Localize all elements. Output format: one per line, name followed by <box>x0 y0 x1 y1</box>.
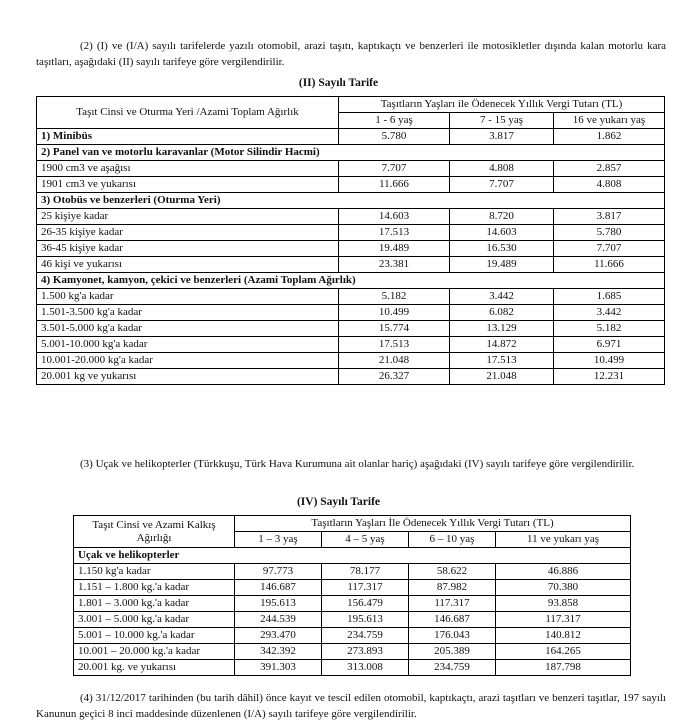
cell-value: 13.129 <box>450 321 554 337</box>
table-2-title: (II) Sayılı Tarife <box>298 77 379 89</box>
table-row <box>37 129 665 145</box>
cell-value: 8.720 <box>450 209 554 225</box>
cell-value: 313.008 <box>322 660 409 676</box>
table-4-title: (IV) Sayılı Tarife <box>296 496 381 508</box>
cell-value: 23.381 <box>339 257 450 273</box>
cell-value: 195.613 <box>322 612 409 628</box>
row-label: 1.500 kg'a kadar <box>37 289 339 305</box>
header-tax-group: Taşıtların Yaşları ile Ödenecek Yıllık Vergi Tutarı (TL) <box>339 97 665 113</box>
cell-value: 26.327 <box>339 369 450 385</box>
row-label: 20.001 kg ve yukarısı <box>37 369 339 385</box>
section-label: 2) Panel van ve motorlu karavanlar (Motor Silindir Hacmi) <box>37 145 665 161</box>
table-row <box>37 257 665 273</box>
cell-value: 70.380 <box>496 580 631 596</box>
cell-value: 14.603 <box>339 209 450 225</box>
row-label: 10.001 – 20.000 kg.'a kadar <box>74 644 235 660</box>
cell-value: 11.666 <box>554 257 665 273</box>
section-row <box>74 548 631 564</box>
row-label: 20.001 kg. ve yukarısı <box>74 660 235 676</box>
cell-value: 3.817 <box>554 209 665 225</box>
cell-value: 10.499 <box>339 305 450 321</box>
row-label: 1.150 kg'a kadar <box>74 564 235 580</box>
header-age-3: 16 ve yukarı yaş <box>554 113 665 129</box>
row-label: 1.501-3.500 kg'a kadar <box>37 305 339 321</box>
cell-value: 5.182 <box>339 289 450 305</box>
cell-value: 87.982 <box>409 580 496 596</box>
table-row <box>37 305 665 321</box>
header-age-4: 11 ve yukarı yaş <box>496 532 631 548</box>
cell-value: 342.392 <box>235 644 322 660</box>
table-row <box>74 612 631 628</box>
cell-value: 14.603 <box>450 225 554 241</box>
cell-value: 5.182 <box>554 321 665 337</box>
cell-value: 14.872 <box>450 337 554 353</box>
row-label: 5.001-10.000 kg'a kadar <box>37 337 339 353</box>
cell-value: 21.048 <box>450 369 554 385</box>
row-label: 10.001-20.000 kg'a kadar <box>37 353 339 369</box>
section-row <box>37 273 665 289</box>
cell-value: 17.513 <box>339 337 450 353</box>
cell-value: 15.774 <box>339 321 450 337</box>
table-row <box>74 580 631 596</box>
cell-value: 234.759 <box>322 628 409 644</box>
table-row <box>37 289 665 305</box>
cell-value: 16.530 <box>450 241 554 257</box>
header-age-3: 6 – 10 yaş <box>409 532 496 548</box>
tariff-table-2 <box>36 96 665 385</box>
cell-value: 17.513 <box>450 353 554 369</box>
cell-value: 244.539 <box>235 612 322 628</box>
cell-value: 273.893 <box>322 644 409 660</box>
row-label: 25 kişiye kadar <box>37 209 339 225</box>
row-label: 26-35 kişiye kadar <box>37 225 339 241</box>
section-label: 3) Otobüs ve benzerleri (Oturma Yeri) <box>37 193 665 209</box>
header-tax-group: Taşıtların Yaşları İle Ödenecek Yıllık Vergi Tutarı (TL) <box>235 516 631 532</box>
table-row <box>37 161 665 177</box>
cell-value: 11.666 <box>339 177 450 193</box>
cell-value: 93.858 <box>496 596 631 612</box>
table-header-row <box>74 516 631 532</box>
cell-value: 1.685 <box>554 289 665 305</box>
cell-value: 78.177 <box>322 564 409 580</box>
table-row <box>74 628 631 644</box>
cell-value: 3.442 <box>554 305 665 321</box>
row-label: 36-45 kişiye kadar <box>37 241 339 257</box>
row-label: 3.501-5.000 kg'a kadar <box>37 321 339 337</box>
table-row <box>37 241 665 257</box>
row-label: 1) Minibüs <box>37 129 339 145</box>
row-label: 5.001 – 10.000 kg.'a kadar <box>74 628 235 644</box>
cell-value: 195.613 <box>235 596 322 612</box>
table-row <box>74 596 631 612</box>
section-row <box>37 193 665 209</box>
cell-value: 164.265 <box>496 644 631 660</box>
row-label: 1.801 – 3.000 kg.'a kadar <box>74 596 235 612</box>
cell-value: 97.773 <box>235 564 322 580</box>
cell-value: 7.707 <box>339 161 450 177</box>
cell-value: 6.971 <box>554 337 665 353</box>
header-age-2: 4 – 5 yaş <box>322 532 409 548</box>
table-row <box>74 564 631 580</box>
cell-value: 117.317 <box>409 596 496 612</box>
row-label: 1.151 – 1.800 kg.'a kadar <box>74 580 235 596</box>
paragraph-4: (4) 31/12/2017 tarihinden (bu tarih dâhil) önce kayıt ve tescil edilen otomobil, kaptıkaçtı, arazi taşıtları ve benzeri taşıtlar, 197 sayılı Kanunun geçici 8 inci maddesinde düzenlenen (I/A) sayılı tarifeye göre vergilendirilir. <box>36 692 666 720</box>
cell-value: 6.082 <box>450 305 554 321</box>
row-label: 3.001 – 5.000 kg.'a kadar <box>74 612 235 628</box>
cell-value: 146.687 <box>409 612 496 628</box>
header-vehicle-type: Taşıt Cinsi ve Oturma Yeri /Azami Toplam Ağırlık <box>37 97 339 129</box>
cell-value: 12.231 <box>554 369 665 385</box>
table-row <box>37 225 665 241</box>
cell-value: 7.707 <box>554 241 665 257</box>
table-row <box>37 209 665 225</box>
cell-value: 21.048 <box>339 353 450 369</box>
section-row <box>37 145 665 161</box>
section-label: 4) Kamyonet, kamyon, çekici ve benzerleri (Azami Toplam Ağırlık) <box>37 273 665 289</box>
cell-value: 117.317 <box>496 612 631 628</box>
cell-value: 391.303 <box>235 660 322 676</box>
row-label: 1900 cm3 ve aşağısı <box>37 161 339 177</box>
cell-value: 117.317 <box>322 580 409 596</box>
cell-value: 3.817 <box>450 129 554 145</box>
cell-value: 10.499 <box>554 353 665 369</box>
cell-value: 4.808 <box>554 177 665 193</box>
cell-value: 5.780 <box>339 129 450 145</box>
cell-value: 3.442 <box>450 289 554 305</box>
table-row <box>37 337 665 353</box>
cell-value: 1.862 <box>554 129 665 145</box>
cell-value: 17.513 <box>339 225 450 241</box>
cell-value: 19.489 <box>339 241 450 257</box>
header-age-1: 1 – 3 yaş <box>235 532 322 548</box>
tariff-table-4 <box>73 515 631 676</box>
cell-value: 234.759 <box>409 660 496 676</box>
cell-value: 7.707 <box>450 177 554 193</box>
table-header-row <box>37 97 665 113</box>
cell-value: 156.479 <box>322 596 409 612</box>
header-age-1: 1 - 6 yaş <box>339 113 450 129</box>
table-row <box>37 353 665 369</box>
table-row <box>74 660 631 676</box>
table-row <box>37 369 665 385</box>
cell-value: 5.780 <box>554 225 665 241</box>
cell-value: 293.470 <box>235 628 322 644</box>
row-label: 46 kişi ve yukarısı <box>37 257 339 273</box>
table-row <box>37 177 665 193</box>
section-label: Uçak ve helikopterler <box>74 548 631 564</box>
cell-value: 46.886 <box>496 564 631 580</box>
paragraph-2: (2) (I) ve (I/A) sayılı tarifelerde yazılı otomobil, arazi taşıtı, kaptıkaçtı ve benzerleri ile motosikletler dışında kalan motorlu kara taşıtları, aşağıdaki (II) sayılı tarifeye göre vergilendirilir. <box>36 40 666 68</box>
table-row <box>74 644 631 660</box>
cell-value: 146.687 <box>235 580 322 596</box>
header-vehicle-type: Taşıt Cinsi ve Azami Kalkış Ağırlığı <box>74 516 235 548</box>
cell-value: 140.812 <box>496 628 631 644</box>
header-age-2: 7 - 15 yaş <box>450 113 554 129</box>
cell-value: 187.798 <box>496 660 631 676</box>
cell-value: 4.808 <box>450 161 554 177</box>
cell-value: 2.857 <box>554 161 665 177</box>
table-row <box>37 321 665 337</box>
cell-value: 58.622 <box>409 564 496 580</box>
paragraph-3: (3) Uçak ve helikopterler (Türkkuşu, Türk Hava Kurumuna ait olanlar hariç) aşağıdaki (IV) sayılı tarifeye göre vergilendirilir. <box>80 458 635 470</box>
cell-value: 19.489 <box>450 257 554 273</box>
cell-value: 176.043 <box>409 628 496 644</box>
row-label: 1901 cm3 ve yukarısı <box>37 177 339 193</box>
cell-value: 205.389 <box>409 644 496 660</box>
